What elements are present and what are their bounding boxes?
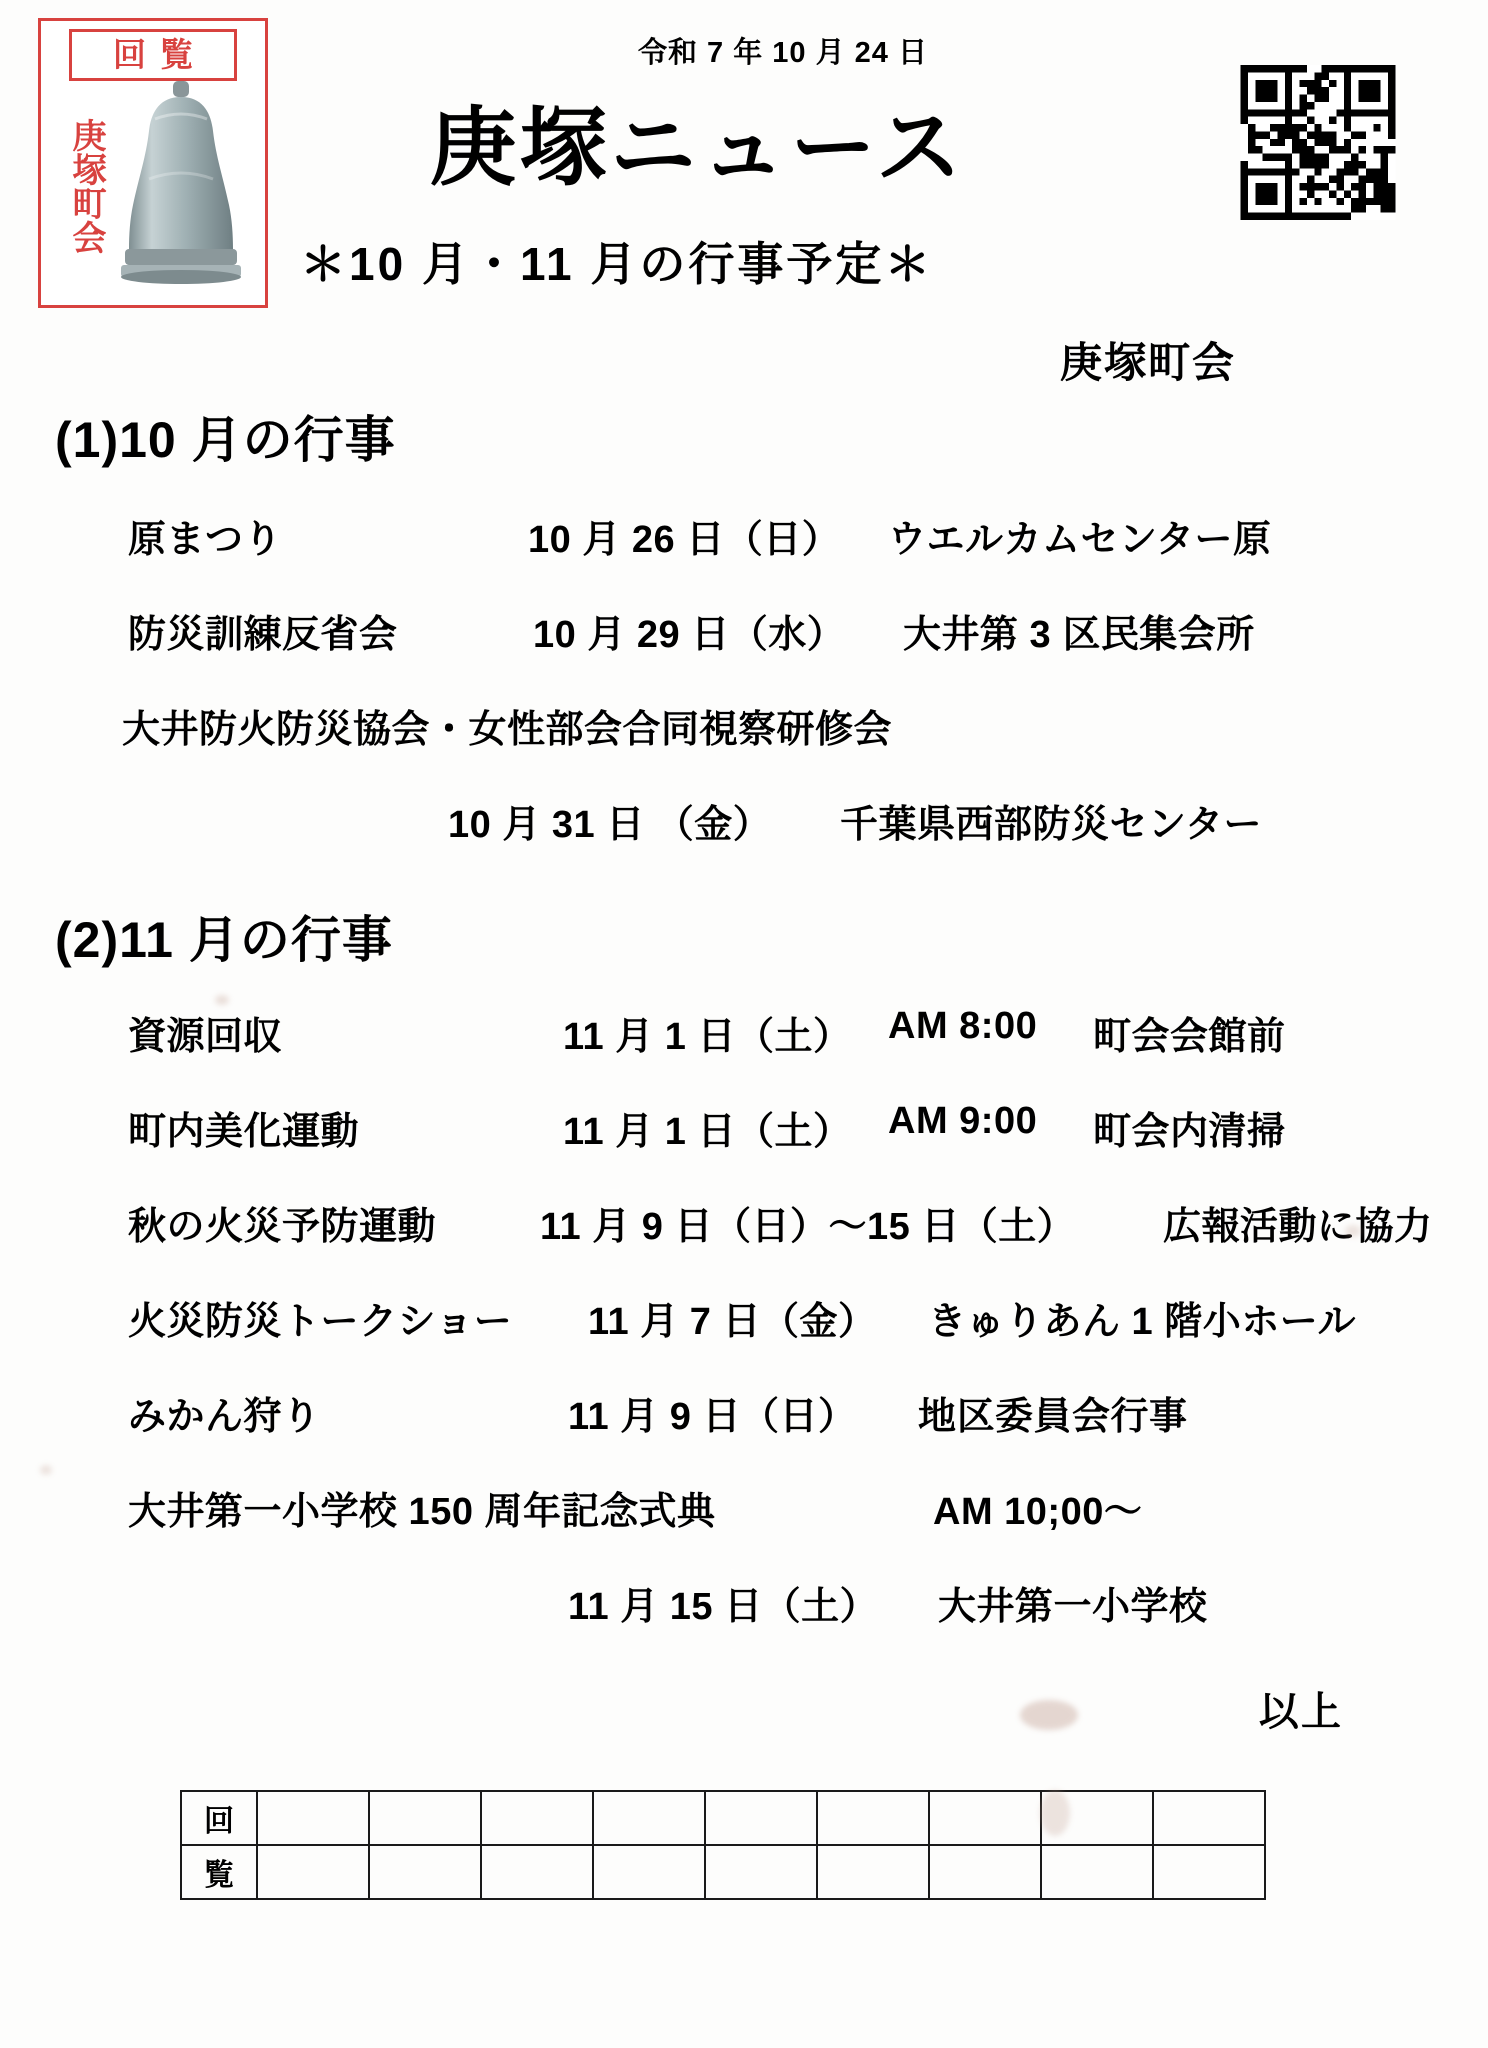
page-title: 庚塚ニュース — [430, 100, 966, 196]
event-name: みかん狩り — [128, 1396, 321, 1438]
signoff-cell[interactable] — [593, 1845, 705, 1899]
table-row — [181, 1791, 1265, 1845]
event-date: 10 月 26 日（日） — [528, 519, 841, 561]
kairan-stamp-top-label: 回覧 — [69, 29, 237, 81]
event-date: 11 月 1 日（土） — [563, 1016, 852, 1058]
event-date: 11 月 7 日（金） — [588, 1301, 877, 1343]
event-date: 10 月 31 日 （金） — [448, 804, 772, 846]
event-name: 秋の火災予防運動 — [128, 1206, 437, 1248]
event-place: 町会会館前 — [1093, 1016, 1286, 1058]
event-date: 10 月 29 日（水） — [533, 614, 846, 656]
signoff-cell[interactable] — [257, 1845, 369, 1899]
signoff-cell[interactable] — [257, 1791, 369, 1845]
event-place: 地区委員会行事 — [918, 1396, 1188, 1438]
section-heading-november: (2)11 月の行事 — [55, 912, 393, 968]
event-place: 千葉県西部防災センター — [840, 804, 1262, 846]
circulation-signoff-table — [180, 1790, 1266, 1900]
event-name: 火災防災トークショー — [128, 1301, 513, 1343]
signoff-cell[interactable] — [593, 1791, 705, 1845]
event-name: 大井防火防災協会・女性部会合同視察研修会 — [122, 709, 893, 751]
signoff-cell[interactable] — [369, 1791, 481, 1845]
signoff-cell[interactable] — [1153, 1791, 1265, 1845]
signoff-cell[interactable] — [705, 1791, 817, 1845]
signoff-cell[interactable] — [705, 1845, 817, 1899]
qr-code-icon — [1238, 65, 1398, 220]
event-place: 町会内清掃 — [1093, 1111, 1286, 1153]
event-name: 原まつり — [128, 519, 283, 561]
event-name: 防災訓練反省会 — [128, 614, 398, 656]
closing-note: 以上 — [1259, 1690, 1343, 1734]
signoff-cell[interactable] — [1153, 1845, 1265, 1899]
event-date: 11 月 15 日（土） — [568, 1586, 879, 1628]
row-label: 覧 — [181, 1845, 257, 1899]
signoff-cell[interactable] — [369, 1845, 481, 1899]
paper-stain — [1020, 1700, 1078, 1730]
signoff-cell[interactable] — [1041, 1845, 1153, 1899]
kairan-stamp — [38, 18, 268, 308]
signoff-cell[interactable] — [481, 1791, 593, 1845]
event-name: 資源回収 — [128, 1016, 283, 1058]
paper-stain — [40, 1465, 52, 1475]
event-place: 大井第 3 区民集会所 — [903, 614, 1255, 656]
signoff-cell[interactable] — [817, 1791, 929, 1845]
signoff-cell[interactable] — [481, 1845, 593, 1899]
issuing-organization: 庚塚町会 — [1060, 339, 1237, 386]
signoff-cell[interactable] — [929, 1791, 1041, 1845]
event-place: 広報活動に協力 — [1163, 1206, 1433, 1248]
bell-icon — [115, 79, 247, 291]
issue-date: 令和 7 年 10 月 24 日 — [638, 37, 928, 69]
event-time: AM 9:00 — [888, 1100, 1038, 1142]
event-place: きゅりあん 1 階小ホール — [928, 1301, 1356, 1343]
kairan-stamp-side-label: 庚塚町会 — [67, 118, 105, 254]
signoff-cell[interactable] — [1041, 1791, 1153, 1845]
event-time: AM 8:00 — [888, 1005, 1038, 1047]
event-date: 11 月 9 日（日） — [568, 1396, 857, 1438]
event-date: 11 月 9 日（日）～15 日（土） — [540, 1206, 1076, 1248]
event-time: AM 10;00～ — [933, 1491, 1143, 1533]
event-name: 大井第一小学校 150 周年記念式典 — [128, 1491, 716, 1533]
paper-stain — [215, 995, 229, 1005]
table-row — [181, 1845, 1265, 1899]
event-place: 大井第一小学校 — [938, 1586, 1208, 1628]
row-label: 回 — [181, 1791, 257, 1845]
signoff-cell[interactable] — [817, 1845, 929, 1899]
signoff-cell[interactable] — [929, 1845, 1041, 1899]
page-subtitle: ＊10 月・11 月の行事予定＊ — [300, 238, 934, 290]
section-heading-october: (1)10 月の行事 — [55, 412, 396, 468]
event-place: ウエルカムセンター原 — [888, 519, 1272, 561]
event-date: 11 月 1 日（土） — [563, 1111, 852, 1153]
event-name: 町内美化運動 — [128, 1111, 360, 1153]
